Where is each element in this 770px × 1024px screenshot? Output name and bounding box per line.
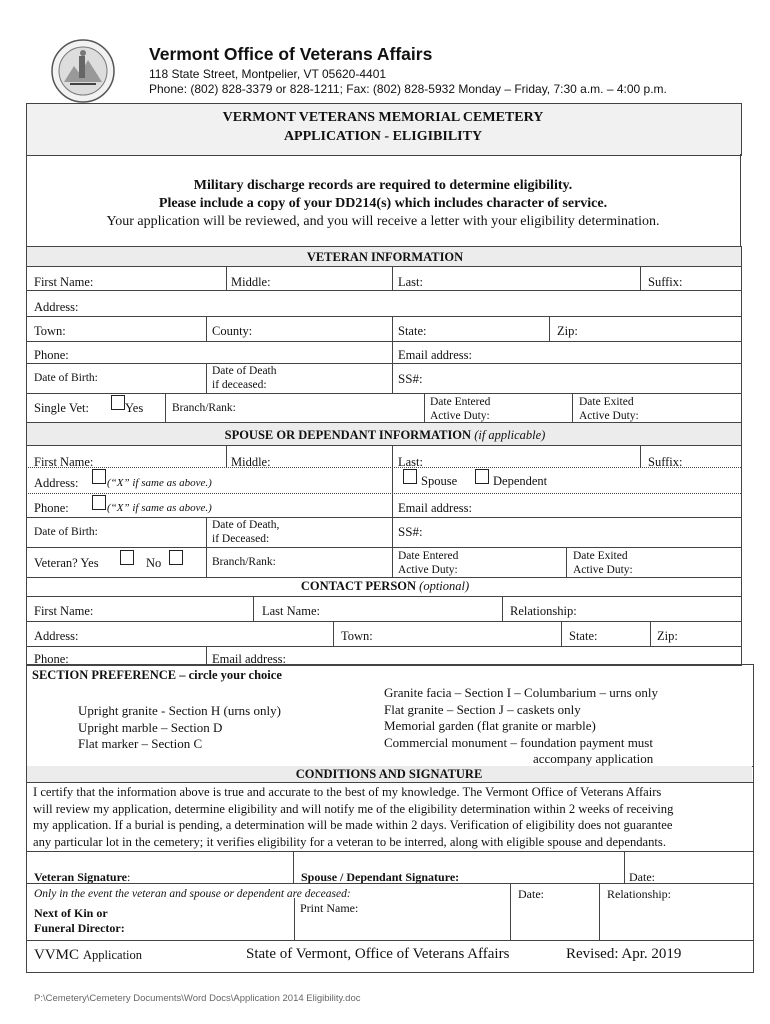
vet-single-yes-checkbox[interactable] (111, 395, 125, 410)
deceased-note: Only in the event the veteran and spouse or dependent are deceased: (34, 888, 351, 900)
conditions-line3: my application. If a burial is pending, a determination will be made within 2 days. Verification of eligibility does not guarantee (33, 818, 673, 832)
signature-date-label: Date: (629, 870, 655, 884)
vet-entered-label (430, 395, 490, 423)
sp-entered-line2: Active Duty: (398, 564, 458, 576)
ct-state-label: State: (569, 629, 598, 643)
print-name-label: Print Name: (300, 901, 359, 915)
ct-zip-label: Zip: (657, 629, 678, 643)
sp-phone-same-checkbox[interactable] (92, 495, 106, 510)
vet-entered-line1: Date Entered (430, 396, 491, 408)
pref-memorial-garden[interactable]: Memorial garden (flat granite or marble) (384, 718, 596, 733)
vet-middle-label: Middle: (231, 275, 271, 289)
form-title-line2: APPLICATION - ELIGIBILITY (283, 129, 483, 144)
sp-veteran-label: Veteran? Yes (34, 556, 99, 570)
notice-line3: Your application will be reviewed, and you will receive a letter with your eligibility determination. (106, 214, 660, 229)
sp-address-same-note: (“X” if same as above.) (107, 477, 212, 489)
vet-state-label: State: (398, 324, 427, 338)
veteran-signature-text: Veteran Signature (34, 870, 127, 884)
notice-line1: Military discharge records are required to determine eligibility. (193, 178, 573, 193)
vet-branch-label: Branch/Rank: (172, 402, 236, 414)
ct-relationship-label: Relationship: (510, 604, 577, 618)
contact-heading (0, 579, 770, 594)
ct-email-label: Email address: (212, 652, 286, 666)
conditions-line4: any particular lot in the cemetery; it verifies eligibility for a veteran to be interred, along with eligible spouse and dependants. (33, 834, 666, 849)
conditions-text (33, 784, 673, 850)
form-frame (26, 246, 742, 666)
footer-application: Application (83, 948, 143, 962)
pref-commercial-monument-cont: accompany application (533, 751, 654, 766)
contact-heading-note: (optional) (419, 579, 470, 593)
sp-dependent-checkbox[interactable] (475, 469, 489, 484)
vet-county-label: County: (212, 324, 253, 338)
conditions-heading: CONDITIONS AND SIGNATURE (295, 767, 483, 781)
footer-revised: Revised: Apr. 2019 (566, 946, 682, 962)
file-path: P:\Cemetery\Cemetery Documents\Word Docs\Application 2014 Eligibility.doc (34, 993, 361, 1004)
sp-dob-label: Date of Birth: (34, 526, 98, 538)
vet-ss-label: SS#: (398, 371, 423, 386)
vet-dod-line2: if deceased: (212, 379, 267, 391)
pref-granite-facia[interactable]: Granite facia – Section I – Columbarium – urns only (384, 685, 659, 700)
vet-dod-line1: Date of Death (212, 365, 277, 377)
ct-phone-label: Phone: (34, 652, 69, 666)
notice-line2: Please include a copy of your DD214(s) which includes character of service. (158, 196, 608, 211)
vet-email-label: Email address: (398, 348, 472, 362)
sp-branch-label: Branch/Rank: (212, 556, 276, 568)
spouse-heading (0, 428, 770, 443)
sp-middle-label: Middle: (231, 455, 271, 469)
sp-veteran-no-checkbox[interactable] (169, 550, 183, 565)
vet-phone-label: Phone: (34, 348, 69, 362)
veteran-signature-colon: : (127, 870, 131, 884)
vet-exited-line2: Active Duty: (579, 410, 639, 422)
sp-ss-label: SS#: (398, 524, 423, 539)
footer-left (34, 946, 142, 964)
conditions-line1: I certify that the information above is true and accurate to the best of my knowledge. The Vermont Office of Veterans Affairs (33, 785, 662, 799)
pref-flat-granite[interactable]: Flat granite – Section J – caskets only (384, 701, 581, 717)
vet-dob-label: Date of Birth: (34, 372, 98, 384)
form-title-line1: VERMONT VETERANS MEMORIAL CEMETERY (222, 110, 544, 125)
sp-suffix-label: Suffix: (648, 455, 683, 469)
veteran-heading: VETERAN INFORMATION (306, 250, 464, 264)
sp-dependent-option: Dependent (493, 474, 548, 488)
pref-commercial-monument[interactable]: Commercial monument – foundation payment must (384, 734, 653, 750)
veteran-signature-label (34, 870, 130, 884)
vet-suffix-label: Suffix: (648, 275, 683, 289)
next-of-kin-label (34, 906, 125, 936)
section-pref-left (78, 703, 281, 753)
section-pref-heading: SECTION PREFERENCE – circle your choice (32, 668, 282, 682)
sp-email-label: Email address: (398, 501, 472, 515)
sp-phone-same-note: (“X” if same as above.) (107, 502, 212, 514)
contact-heading-text: CONTACT PERSON (300, 579, 417, 593)
org-address: 118 State Street, Montpelier, VT 05620-4401 (149, 67, 387, 81)
sp-entered-label (398, 549, 458, 577)
vet-dod-label (212, 364, 277, 392)
vet-single-yes-label: Yes (125, 401, 144, 415)
pref-flat-marker[interactable]: Flat marker – Section C (78, 736, 203, 751)
vet-entered-line2: Active Duty: (430, 410, 490, 422)
vet-exited-line1: Date Exited (579, 396, 634, 408)
vet-single-label: Single Vet: (34, 401, 89, 415)
sp-phone-label: Phone: (34, 501, 69, 515)
next-of-kin-line1: Next of Kin or (34, 906, 108, 920)
sp-address-same-checkbox[interactable] (92, 469, 106, 484)
sp-spouse-checkbox[interactable] (403, 469, 417, 484)
vet-address-label: Address: (34, 300, 79, 314)
org-name: Vermont Office of Veterans Affairs (149, 44, 433, 64)
sp-exited-line1: Date Exited (573, 550, 628, 562)
vet-first-name-label: First Name: (34, 275, 94, 289)
form-title (26, 108, 740, 146)
footer-center: State of Vermont, Office of Veterans Affairs (246, 946, 510, 962)
sp-last-label: Last: (398, 455, 423, 469)
notice (26, 177, 740, 231)
vet-exited-label (579, 395, 639, 423)
sp-first-name-label: First Name: (34, 455, 94, 469)
sp-entered-line1: Date Entered (398, 550, 459, 562)
pref-upright-marble[interactable]: Upright marble – Section D (78, 719, 223, 735)
org-phone: Phone: (802) 828-3379 or 828-1211; Fax: (802) 828-5932 Monday – Friday, 7:30 a.m. – 4:00 p.m. (149, 82, 667, 96)
sp-address-label: Address: (34, 476, 79, 490)
ct-town-label: Town: (341, 629, 373, 643)
nok-date-label: Date: (518, 887, 544, 901)
section-pref-right (384, 685, 658, 768)
nok-relationship-label: Relationship: (607, 887, 671, 901)
spouse-heading-note: (if applicable) (474, 428, 546, 442)
sp-dod-label (212, 518, 279, 546)
sp-exited-label (573, 549, 633, 577)
sp-spouse-option: Spouse (421, 474, 458, 488)
ct-address-label: Address: (34, 629, 79, 643)
sp-dod-line1: Date of Death, (212, 519, 280, 531)
sp-veteran-yes-checkbox[interactable] (120, 550, 134, 565)
pref-upright-granite[interactable]: Upright granite - Section H (urns only) (78, 703, 281, 718)
sp-veteran-no-label: No (146, 556, 162, 570)
next-of-kin-line2: Funeral Director: (34, 921, 125, 935)
vet-town-label: Town: (34, 324, 66, 338)
vet-last-label: Last: (398, 275, 423, 289)
sp-exited-line2: Active Duty: (573, 564, 633, 576)
spouse-heading-text: SPOUSE OR DEPENDANT INFORMATION (224, 428, 472, 442)
spouse-signature-label: Spouse / Dependant Signature: (301, 870, 460, 884)
ct-first-name-label: First Name: (34, 604, 94, 618)
vet-zip-label: Zip: (557, 324, 578, 338)
ct-last-name-label: Last Name: (262, 604, 320, 618)
conditions-line2: will review my application, determine eligibility and will notify me of the eligibility determination within 2 weeks of receiving (33, 801, 674, 816)
sp-dod-line2: if Deceased: (212, 533, 270, 545)
footer-vvmc: VVMC (34, 947, 80, 963)
state-seal-logo (50, 38, 116, 104)
